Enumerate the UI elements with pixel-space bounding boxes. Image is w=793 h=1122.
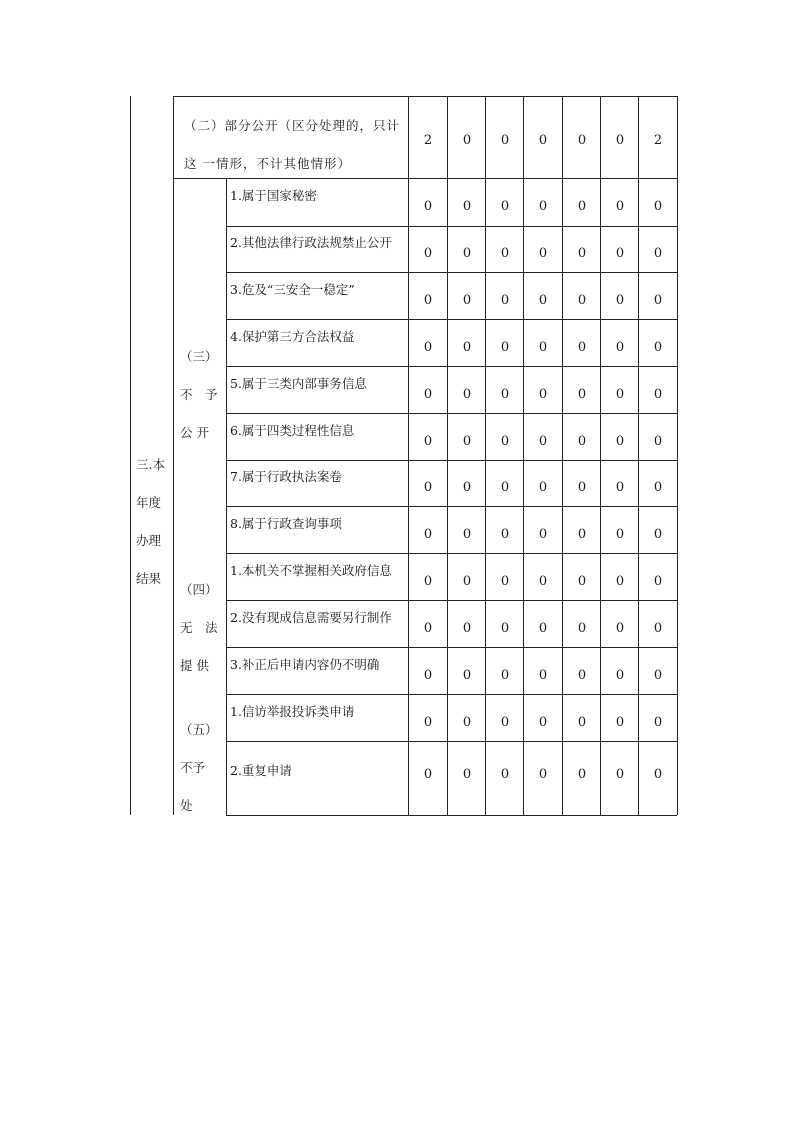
count-cell: 0: [615, 133, 625, 148]
count-cell: 0: [500, 667, 510, 683]
count-cell: 0: [615, 714, 625, 730]
count-cell: 0: [577, 199, 587, 214]
count-cell: 0: [462, 133, 472, 148]
count-cell: 0: [462, 386, 472, 402]
count-cell: 0: [615, 480, 625, 495]
count-cell: 0: [423, 339, 433, 355]
count-cell: 0: [538, 573, 548, 589]
count-cell: 0: [615, 573, 625, 589]
count-cell: 0: [653, 714, 663, 730]
table-border-left: [130, 96, 131, 815]
count-cell: 0: [653, 199, 663, 214]
count-cell: 0: [423, 767, 433, 782]
count-cell: 0: [423, 667, 433, 683]
count-cell: 0: [538, 133, 548, 148]
count-cell: 0: [577, 767, 587, 782]
count-cell: 0: [500, 339, 510, 355]
count-cell: 0: [462, 292, 472, 308]
row-divider: [226, 272, 677, 273]
group-label: 处: [180, 798, 193, 813]
count-cell: 0: [462, 714, 472, 730]
row-label: 2.没有现成信息需要另行制作: [230, 609, 392, 625]
count-cell: 0: [653, 767, 663, 782]
count-cell: 0: [462, 767, 472, 782]
count-cell: 0: [500, 433, 510, 449]
count-cell: 0: [653, 480, 663, 495]
group-label: （四）: [180, 582, 218, 597]
count-cell: 0: [577, 339, 587, 355]
row-label: 1.属于国家秘密: [230, 188, 317, 203]
row-divider: [226, 319, 677, 320]
count-cell: 0: [538, 767, 548, 782]
count-cell: 2: [653, 133, 663, 148]
row-label: 5.属于三类内部事务信息: [230, 375, 367, 391]
row-divider: [226, 553, 677, 554]
partial-row-label: （二）部分公开（区分处理的，只计: [184, 118, 401, 133]
count-cell: 0: [500, 767, 510, 782]
count-cell: 0: [500, 133, 510, 148]
count-cell: 0: [423, 714, 433, 730]
count-cell: 0: [653, 573, 663, 589]
count-cell: 0: [500, 292, 510, 308]
section-label: 年度: [136, 495, 162, 510]
count-cell: 0: [615, 386, 625, 402]
section-label: 结果: [136, 571, 162, 586]
count-cell: 0: [462, 526, 472, 542]
count-cell: 0: [577, 480, 587, 495]
count-cell: 0: [615, 667, 625, 683]
count-cell: 0: [653, 667, 663, 683]
count-cell: 0: [423, 199, 433, 214]
count-cell: 0: [423, 526, 433, 542]
count-cell: 0: [500, 386, 510, 402]
row-divider: [173, 178, 677, 179]
count-cell: 0: [538, 199, 548, 214]
row-label: 7.属于行政执法案卷: [230, 469, 342, 484]
count-cell: 2: [423, 133, 433, 148]
group-label: 不 予: [180, 387, 218, 402]
count-cell: 0: [462, 573, 472, 589]
row-label: 4.保护第三方合法权益: [230, 328, 355, 344]
count-cell: 0: [615, 246, 625, 261]
group-label: 不予: [180, 760, 206, 775]
count-cell: 0: [653, 620, 663, 636]
count-cell: 0: [577, 386, 587, 402]
row-label: 2.其他法律行政法规禁止公开: [230, 235, 392, 250]
count-cell: 0: [615, 620, 625, 636]
row-divider: [226, 413, 677, 414]
row-label: 8.属于行政查询事项: [230, 515, 342, 531]
count-cell: 0: [538, 433, 548, 449]
row-label: 3.危及“三安全一稳定”: [230, 281, 355, 297]
count-cell: 0: [538, 246, 548, 261]
row-label: 1.本机关不掌握相关政府信息: [230, 562, 392, 578]
count-cell: 0: [538, 714, 548, 730]
count-cell: 0: [538, 339, 548, 355]
count-cell: 0: [577, 573, 587, 589]
section-label: 办理: [136, 533, 162, 548]
count-cell: 0: [653, 246, 663, 261]
count-cell: 0: [577, 620, 587, 636]
count-cell: 0: [462, 339, 472, 355]
row-divider: [226, 226, 677, 227]
count-cell: 0: [615, 526, 625, 542]
count-cell: 0: [653, 292, 663, 308]
group-label: 无 法: [180, 620, 218, 635]
row-divider: [226, 366, 677, 367]
group-label: （五）: [180, 722, 218, 737]
column-divider: [173, 96, 174, 815]
count-cell: 0: [615, 433, 625, 449]
count-cell: 0: [538, 386, 548, 402]
row-divider: [226, 600, 677, 601]
count-cell: 0: [538, 667, 548, 683]
count-cell: 0: [577, 246, 587, 261]
count-cell: 0: [615, 767, 625, 782]
count-cell: 0: [423, 386, 433, 402]
count-cell: 0: [538, 292, 548, 308]
row-label: 1.信访举报投诉类申请: [230, 703, 355, 719]
count-cell: 0: [462, 433, 472, 449]
count-cell: 0: [500, 573, 510, 589]
partial-row-label: 这 一情形，不计其他情形）: [184, 156, 351, 171]
count-cell: 0: [538, 480, 548, 495]
row-divider: [226, 694, 677, 695]
count-cell: 0: [538, 526, 548, 542]
count-cell: 0: [462, 246, 472, 261]
column-divider: [226, 178, 227, 815]
row-divider: [226, 647, 677, 648]
count-cell: 0: [423, 433, 433, 449]
count-cell: 0: [500, 199, 510, 214]
count-cell: 0: [462, 199, 472, 214]
group-label: （三）: [180, 349, 218, 364]
count-cell: 0: [653, 339, 663, 355]
row-label: 3.补正后申请内容仍不明确: [230, 656, 380, 672]
count-cell: 0: [615, 339, 625, 355]
count-cell: 0: [577, 667, 587, 683]
row-label: 6.属于四类过程性信息: [230, 422, 355, 438]
group-label: 提 供: [180, 658, 209, 673]
count-cell: 0: [500, 480, 510, 495]
count-cell: 0: [462, 667, 472, 683]
count-cell: 0: [500, 246, 510, 261]
section-label: 三.本: [136, 457, 165, 472]
count-cell: 0: [462, 620, 472, 636]
count-cell: 0: [615, 199, 625, 214]
count-cell: 0: [577, 292, 587, 308]
count-cell: 0: [577, 133, 587, 148]
count-cell: 0: [423, 480, 433, 495]
column-divider: [677, 96, 678, 815]
count-cell: 0: [538, 620, 548, 636]
count-cell: 0: [653, 526, 663, 542]
row-divider: [226, 815, 677, 816]
row-divider: [173, 96, 677, 97]
count-cell: 0: [653, 433, 663, 449]
row-divider: [226, 506, 677, 507]
count-cell: 0: [462, 480, 472, 495]
count-cell: 0: [615, 292, 625, 308]
count-cell: 0: [423, 246, 433, 261]
count-cell: 0: [653, 386, 663, 402]
count-cell: 0: [577, 433, 587, 449]
row-divider: [226, 741, 677, 742]
group-label: 公 开: [180, 425, 209, 440]
count-cell: 0: [500, 620, 510, 636]
count-cell: 0: [577, 526, 587, 542]
count-cell: 0: [423, 292, 433, 308]
count-cell: 0: [423, 573, 433, 589]
count-cell: 0: [500, 526, 510, 542]
row-label: 2.重复申请: [230, 763, 292, 778]
count-cell: 0: [577, 714, 587, 730]
row-divider: [226, 460, 677, 461]
count-cell: 0: [500, 714, 510, 730]
count-cell: 0: [423, 620, 433, 636]
